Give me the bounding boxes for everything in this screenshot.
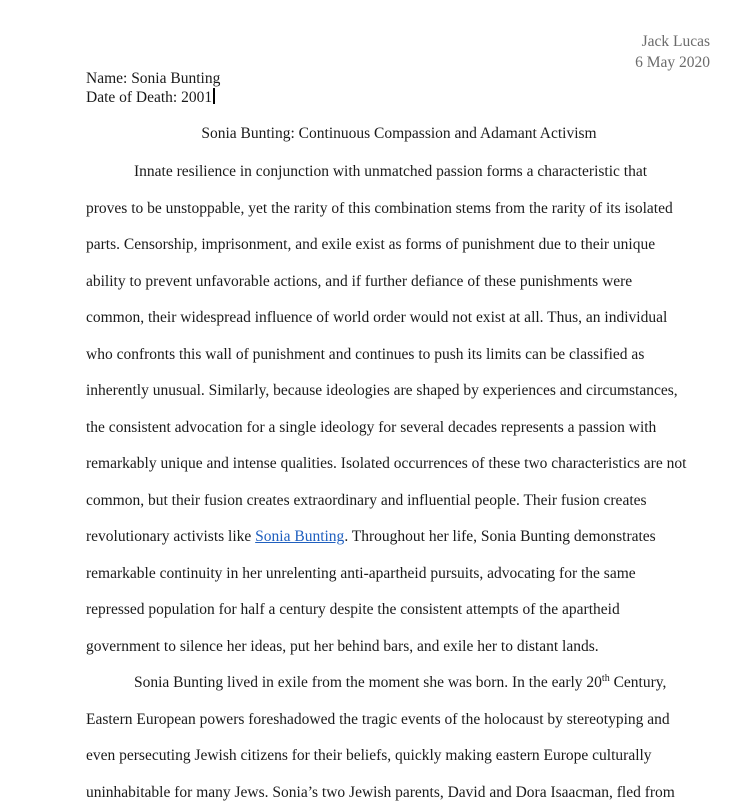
paragraph-1-line: repressed population for half a century despite the consistent attempts of the apartheid (86, 601, 620, 618)
paragraph-2-line: even persecuting Jewish citizens for their beliefs, quickly making eastern Europe culturally (86, 747, 652, 764)
link-line-suffix: . Throughout her life, Sonia Bunting demonstrates (344, 528, 656, 545)
header-block (635, 31, 710, 73)
death-date-text: Date of Death: 2001 (86, 89, 213, 106)
paragraph-1-line: proves to be unstoppable, yet the rarity of this combination stems from the rarity of its isolated (86, 199, 673, 217)
paragraph-2-line: uninhabitable for many Jews. Sonia’s two Jewish parents, David and Dora Isaacman, fled from (86, 783, 675, 801)
paragraph-1-line: remarkably unique and intense qualities. Isolated occurrences of these two characteristics are not (86, 455, 687, 472)
ordinal-superscript: th (601, 673, 610, 684)
paragraph-1-line: ability to prevent unfavorable actions, and if further defiance of these punishments were (86, 272, 633, 290)
link-line-prefix: revolutionary activists like (86, 528, 256, 545)
paragraph-1-line: common, their widespread influence of world order would not exist at all. Thus, an individual (86, 309, 668, 326)
paragraph-1-link-line (86, 519, 712, 556)
paragraph-1-line: parts. Censorship, imprisonment, and exile exist as forms of punishment due to their unique (86, 236, 656, 253)
text-cursor (213, 88, 215, 104)
paragraph-2-first-line (86, 665, 712, 702)
paragraph-2-line: Eastern European powers foreshadowed the tragic events of the holocaust by stereotyping and (86, 710, 670, 728)
paragraph-1-line: remarkable continuity in her unrelenting anti-apartheid pursuits, advocating for the same (86, 564, 636, 582)
essay-body (86, 154, 712, 811)
death-date-line[interactable] (86, 88, 220, 107)
paragraph-1-line: inherently unusual. Similarly, because ideologies are shaped by experiences and circumstances, (86, 382, 678, 399)
paragraph-1-line: government to silence her ideas, put her behind bars, and exile her to distant lands. (86, 637, 599, 655)
subject-meta (86, 69, 220, 107)
p2-line-end: Century, (609, 674, 667, 691)
header-date: 6 May 2020 (635, 54, 710, 71)
paragraph-1-line: Innate resilience in conjunction with unmatched passion forms a characteristic that (134, 163, 648, 180)
p2-line-start: Sonia Bunting lived in exile from the moment she was born. In the early 20 (134, 674, 602, 691)
paragraph-1-line: the consistent advocation for a single ideology for several decades represents a passion with (86, 418, 657, 436)
paragraph-1-line: common, but their fusion creates extraordinary and influential people. Their fusion creates (86, 491, 647, 509)
sonia-bunting-link[interactable]: Sonia Bunting (255, 528, 345, 545)
paragraph-1-line: who confronts this wall of punishment and continues to push its limits can be classified as (86, 345, 645, 363)
author-name: Jack Lucas (641, 33, 710, 50)
essay-title: Sonia Bunting: Continuous Compassion and Adamant Activism (201, 125, 597, 142)
subject-name-line: Name: Sonia Bunting (86, 70, 221, 87)
